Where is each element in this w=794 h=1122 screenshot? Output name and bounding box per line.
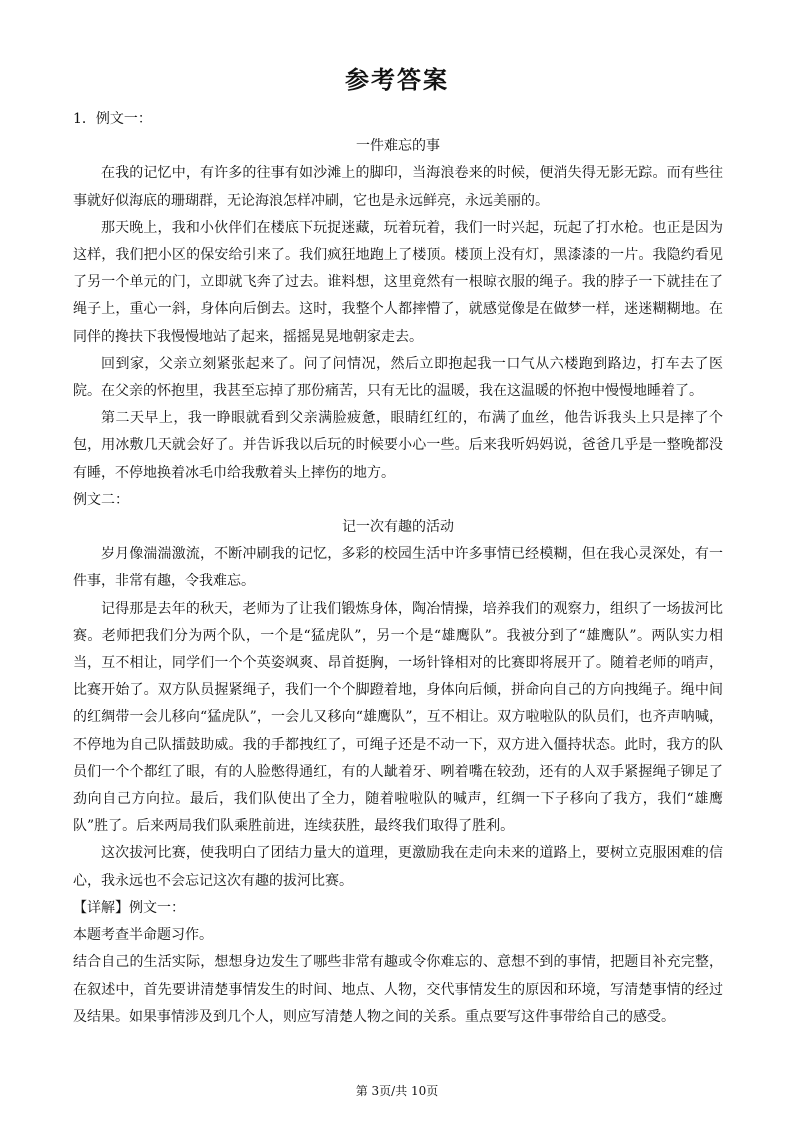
detail-label: 【详解】例文一： <box>73 899 185 916</box>
essay1-paragraph: 在我的记忆中，有许多的往事有如沙滩上的脚印，当海浪卷来的时候，便消失得无影无踪。而有些往事就好似海底的珊瑚群，无论海浪怎样冲刷，它也是永远鲜亮，永远美丽的。 <box>73 165 723 209</box>
page-title: 参考答案 <box>345 66 449 94</box>
item-label: 1．例文一： <box>73 111 152 127</box>
essay1-title: 一件难忘的事 <box>356 138 440 155</box>
essay2-paragraph: 这次拔河比赛，使我明白了团结力量大的道理，更激励我在走向未来的道路上，要树立克服困难的信心，我永远也不会忘记这次有趣的拔河比赛。 <box>73 845 723 889</box>
detail-line: 结合自己的生活实际，想想身边发生了哪些非常有趣或令你难忘的、意想不到的事情，把题目补充完整，在叙述中，首先要讲清楚事情发生的时间、地点、人物，交代事情发生的原因和环境，写清楚事情的经过及结果。如果事情涉及到几个人，则应写清楚人物之间的关系。重点要写这件事带给自己的感受。 <box>73 954 723 1025</box>
essay2-paragraph: 岁月像湍湍激流，不断冲刷我的记忆，多彩的校园生活中许多事情已经模糊，但在我心灵深处，有一件事，非常有趣，令我难忘。 <box>73 546 723 590</box>
answer-body <box>73 106 723 1031</box>
essay1-paragraph: 那天晚上，我和小伙伴们在楼底下玩捉迷藏，玩着玩着，我们一时兴起，玩起了打水枪。也正是因为这样，我们把小区的保安给引来了。我们疯狂地跑上了楼顶。楼顶上没有灯，黑漆漆的一片。我隐约看见了另一个单元的门，立即就飞奔了过去。谁料想，这里竟然有一根晾衣服的绳子。我的脖子一下就挂在了绳子上，重心一斜，身体向后倒去。这时，我整个人都摔懵了，就感觉像是在做梦一样，迷迷糊糊地。在同伴的搀扶下我慢慢地站了起来，摇摇晃晃地朝家走去。 <box>73 219 723 345</box>
essay2-paragraph: 记得那是去年的秋天，老师为了让我们锻炼身体，陶冶情操，培养我们的观察力，组织了一场拔河比赛。老师把我们分为两个队，一个是“猛虎队”，另一个是“雄鹰队”。我被分到了“雄鹰队”。两队实力相当，互不相让，同学们一个个英姿飒爽、昂首挺胸，一场针锋相对的比赛即将展开了。随着老师的哨声，比赛开始了。双方队员握紧绳子，我们一个个脚蹬着地，身体向后倾，拼命向自己的方向拽绳子。绳中间的红绸带一会儿移向“猛虎队”，一会儿又移向“雄鹰队”，互不相让。双方啦啦队的队员们，也齐声呐喊，不停地为自己队擂鼓助威。我的手都拽红了，可绳子还是不动一下，双方进入僵持状态。此时，我方的队员们一个个都红了眼，有的人脸憋得通红，有的人龇着牙、咧着嘴在较劲，还有的人双手紧握绳子铆足了劲向自己方向拉。最后，我们队使出了全力，随着啦啦队的喊声，红绸一下子移向了我方，我们“雄鹰队”胜了。后来两局我们队乘胜前进，连续获胜，最终我们取得了胜利。 <box>73 600 723 835</box>
page-number: 第 3页/共 10页 <box>355 1084 439 1098</box>
essay2-label: 例文二： <box>73 491 129 508</box>
essay1-paragraph: 回到家，父亲立刻紧张起来了。问了问情况，然后立即抱起我一口气从六楼跑到路边，打车去了医院。在父亲的怀抱里，我甚至忘掉了那份痛苦，只有无比的温暖，我在这温暖的怀抱中慢慢地睡着了。 <box>73 355 723 400</box>
essay1-paragraph: 第二天早上，我一睁眼就看到父亲满脸疲惫，眼睛红红的，布满了血丝，他告诉我头上只是摔了个包，用冰敷几天就会好了。并告诉我以后玩的时候要小心一些。后来我听妈妈说，爸爸几乎是一整晚都没有睡，不停地换着冰毛巾给我敷着头上摔伤的地方。 <box>73 410 723 481</box>
essay2-title: 记一次有趣的活动 <box>342 519 454 536</box>
detail-line: 本题考查半命题习作。 <box>73 927 213 944</box>
